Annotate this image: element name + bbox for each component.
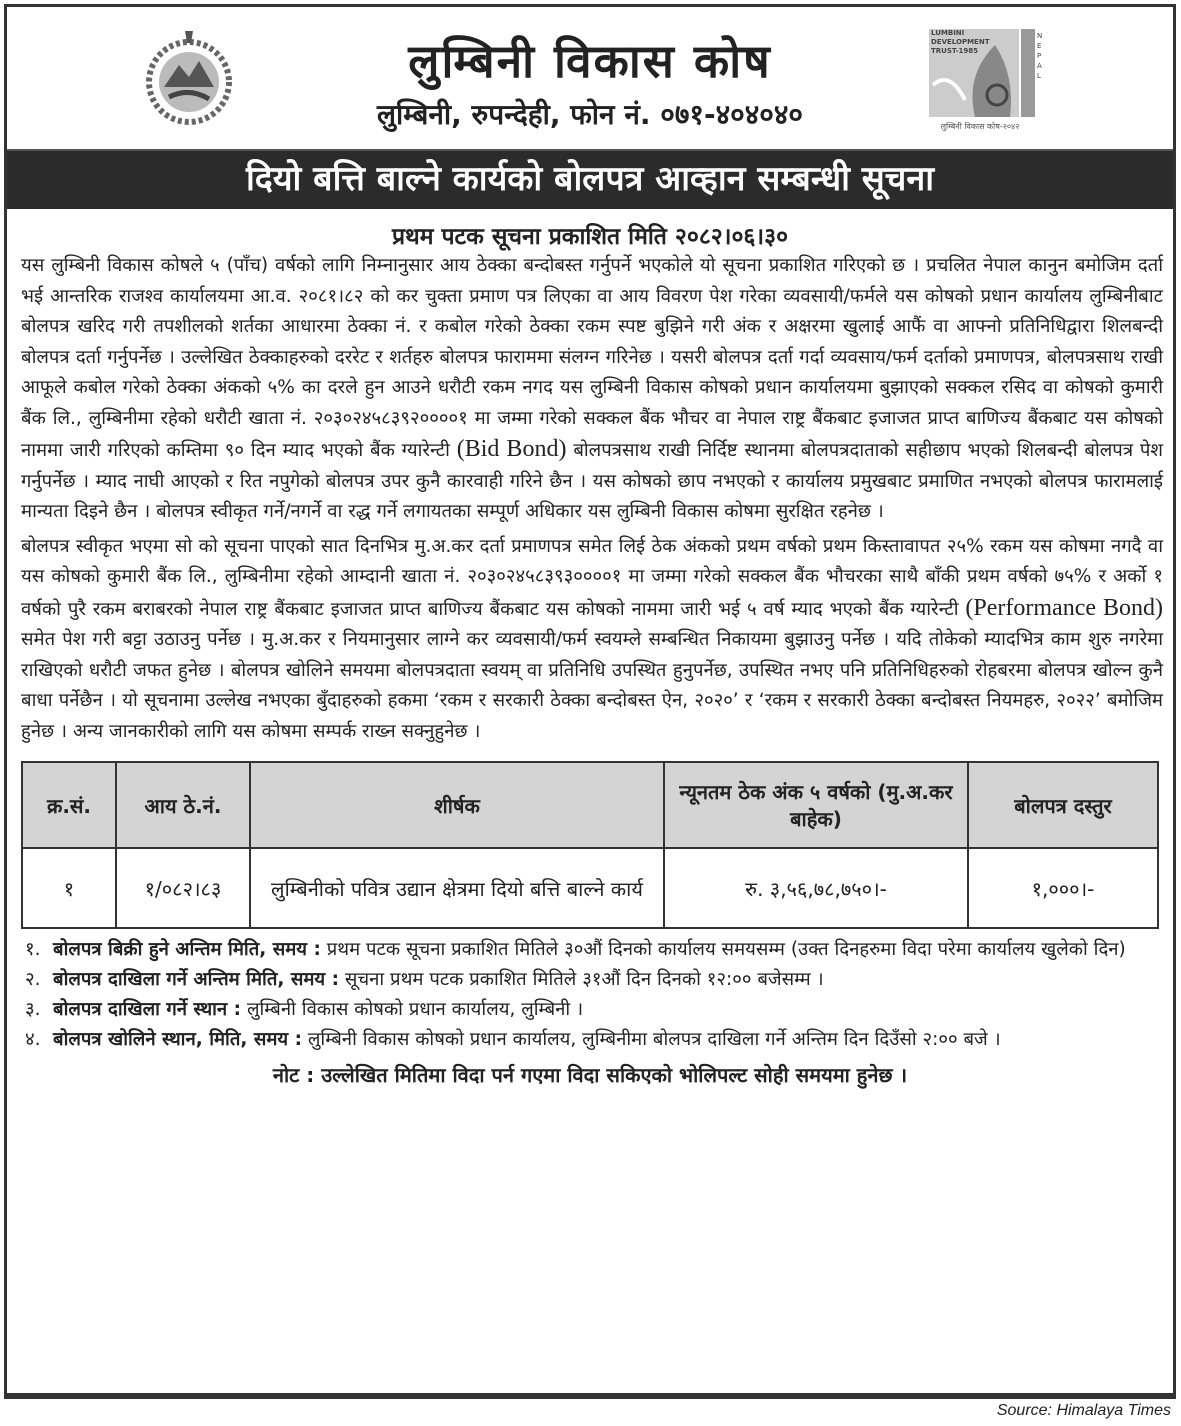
cell-title: लुम्बिनीको पवित्र उद्यान क्षेत्रमा दियो बत्ति बाल्ने कार्य <box>250 848 664 928</box>
list-item <box>25 1025 1163 1055</box>
cell-bid-fee: १,०००।- <box>968 848 1158 928</box>
col-header-bid-fee: बोलपत्र दस्तुर <box>968 762 1158 848</box>
table-header-row <box>22 762 1158 848</box>
performance-bond-term: (Performance Bond) <box>965 594 1163 621</box>
schedule-list <box>25 935 1163 1055</box>
list-item <box>25 965 1163 995</box>
notice-frame <box>4 4 1176 1399</box>
item-number: १. <box>25 939 41 960</box>
paragraph-text: बोलपत्र स्वीकृत भएमा सो को सूचना पाएको सात दिनभित्र मु.अ.कर दर्ता प्रमाणपत्र समेत लिई ठेक अंकको प्रथम वर्षको प्रथम किस्तावापत २५% रकम यस कोषमा नगदै वा यस कोषको कुमारी बैंक लि., लुम्बिनीमा रहेको आम्दानी खाता नं. २०३०२४५८३९३००००१ मा जम्मा गरेको सक्कल बैंक भौचरका साथै बाँकी प्रथम वर्षको ७५% र अर्को १ वर्षको पुरै रकम बराबरको नेपाल राष्ट्र बैंकबाट इजाजत प्राप्त बाणिज्य बैंकबाट यस कोषको नाममा जारी भई ५ वर्ष म्याद भएको बैंक ग्यारेन्टी <box>21 535 1163 620</box>
col-header-contract-no: आय ठे.नं. <box>116 762 250 848</box>
source-credit: Source: Himalaya Times <box>996 1402 1171 1419</box>
paragraph-text: बोलपत्रसाथ राखी निर्दिष्ट स्थानमा बोलपत्रदाताको सहीछाप भएको शिलबन्दी बोलपत्र पेश गर्नुपर्नेछ । म्याद नाघी आएको र रित नपुगेको बोलपत्र उपर कुनै कारवाही गरिने छैन । यस कोषको छाप नभएको र कार्यालय प्रमुखबाट प्रमाणित नभएको बोलपत्र फारामलाई मान्यता दिइने छैन । बोलपत्र स्वीकृत गर्ने/नगर्ने वा रद्ध गर्ने लगायतका सम्पूर्ण अधिकार यस लुम्बिनी विकास कोषमा सुरक्षित रहनेछ । <box>21 440 1163 522</box>
item-text: सूचना प्रथम पटक प्रकाशित मितिले ३१औं दिन दिनको १२:०० बजेसम्म । <box>344 969 824 990</box>
item-label: बोलपत्र दाखिला गर्ने स्थान : <box>53 999 242 1020</box>
list-item <box>25 995 1163 1025</box>
notice-header <box>7 7 1173 151</box>
list-item <box>25 935 1163 965</box>
footnote: नोट : उल्लेखित मितिमा विदा पर्न गएमा विदा सकिएको भोलिपल्ट सोही समयमा हुनेछ । <box>272 1063 908 1087</box>
bid-terms-paragraph <box>21 251 1163 528</box>
col-header-serial: क्र.सं. <box>22 762 116 848</box>
item-number: ४. <box>25 1029 41 1050</box>
bid-bond-term: (Bid Bond) <box>456 436 567 462</box>
cell-min-amount: रु. ३,५६,७८,७५०।- <box>664 848 968 928</box>
trust-logo-caption: लुम्बिनी विकास कोष-२०४२ <box>940 122 1020 131</box>
item-text: लुम्बिनी विकास कोषको प्रधान कार्यालय, लुम्बिनीमा बोलपत्र दाखिला गर्ने अन्तिम दिन दिउँसो २:०० बजे । <box>307 1029 1001 1050</box>
notice-title-banner: दियो बत्ति बाल्ने कार्यको बोलपत्र आव्हान सम्बन्धी सूचना <box>7 151 1173 209</box>
paragraph-text: समेत पेश गरी बट्टा उठाउनु पर्नेछ । मु.अ.कर र नियमानुसार लाग्ने कर व्यवसायी/फर्म स्वयम्ले सम्बन्धित निकायमा बुझाउनु पर्नेछ । यदि तोकेको म्यादभित्र काम शुरु नगरेमा राखिएको धरौटी जफत हुनेछ । बोलपत्र खोलिने समयमा बोलपत्रदाता स्वयम् वा प्रतिनिधि उपस्थित हुनुपर्नेछ, उपस्थित नभए पनि प्रतिनिधिहरुको रोहबरमा बोलपत्र खोल्न कुनै बाधा पर्नेछैन । यो सूचनामा उल्लेख नभएका बुँदाहरुको हकमा ‘रकम र सरकारी ठेक्का बन्दोबस्त ऐन, २०२०’ र ‘रकम र सरकारी ठेक्का बन्दोबस्त नियमहरु, २०२२’ बमोजिम हुनेछ । अन्य जानकारीको लागि यस कोषमा सम्पर्क राख्न सक्नुहुनेछ । <box>21 629 1163 742</box>
lumbini-trust-logo <box>925 25 1047 135</box>
item-label: बोलपत्र खोलिने स्थान, मिति, समय : <box>53 1029 302 1050</box>
contract-table <box>21 761 1159 929</box>
col-header-title: शीर्षक <box>250 762 664 848</box>
item-text: प्रथम पटक सूचना प्रकाशित मितिले ३०औं दिनको कार्यालय समयसम्म (उक्त दिनहरुमा विदा परेमा कार्यालय खुलेको दिन) <box>326 939 1126 960</box>
publication-date-heading: प्रथम पटक सूचना प्रकाशित मिति २०८२।०६।३० <box>391 224 789 250</box>
award-terms-paragraph <box>21 532 1163 748</box>
col-header-min-amount: न्यूनतम ठेक अंक ५ वर्षको (मु.अ.कर बाहेक) <box>664 762 968 848</box>
item-label: बोलपत्र बिक्री हुने अन्तिम मिति, समय : <box>53 939 321 960</box>
item-number: ३. <box>25 999 41 1020</box>
paragraph-text: यस लुम्बिनी विकास कोषले ५ (पाँच) वर्षको लागि निम्नानुसार आय ठेक्का बन्दोबस्त गर्नुपर्ने भएकोले यो सूचना प्रकाशित गरिएको छ । प्रचलित नेपाल कानुन बमोजिम दर्ता भई आन्तरिक राजश्व कार्यालयमा आ.व. २०८१।८२ को कर चुक्ता प्रमाण पत्र लिएका वा आय विवरण पेश गरेका व्यवसायी/फर्मले यस कोषको प्रधान कार्यालय लुम्बिनीबाट बोलपत्र खरिद गरी तपशीलको शर्तका आधारमा ठेक्का नं. र कबोल गरेको ठेक्का रकम स्पष्ट बुझिने गरी अंक र अक्षरमा खुलाई आफैं वा आफ्नो प्रतिनिधिद्वारा शिलबन्दी बोलपत्र दर्ता गर्नुपर्नेछ । उल्लेखित ठेक्काहरुको दररेट र शर्तहरु बोलपत्र फाराममा संलग्न गरिनेछ । यसरी बोलपत्र दर्ता गर्दा व्यवसाय/फर्म दर्ताको प्रमाणपत्र, बोलपत्रसाथ राखी आफूले कबोल गरेको ठेक्का अंकको ५% का दरले हुन आउने धरौटी रकम नगद यस लुम्बिनी विकास कोषको प्रधान कार्यालयमा बुझाएको सक्कल रसिद वा कोषको कुमारी बैंक लि., लुम्बिनीमा रहेको धरौटी खाता नं. २०३०२४५८३९२००००१ मा जम्मा गरेको सक्कल बैंक भौचर वा नेपाल राष्ट्र बैंकबाट इजाजत प्राप्त बाणिज्य बैंकबाट यस कोषको नाममा जारी गरिएको कम्तिमा ९० दिन म्याद भएको बैंक ग्यारेन्टी <box>21 255 1163 461</box>
item-text: लुम्बिनी विकास कोषको प्रधान कार्यालय, लुम्बिनी । <box>246 999 584 1020</box>
organization-address: लुम्बिनी, रुपन्देही, फोन नं. ०७१-४०४०४० <box>377 98 803 131</box>
cell-serial: १ <box>22 848 116 928</box>
item-number: २. <box>25 969 41 990</box>
trust-logo-side: NEPAL <box>1037 32 1043 80</box>
item-label: बोलपत्र दाखिला गर्ने अन्तिम मिति, समय : <box>53 969 339 990</box>
table-row <box>22 848 1158 928</box>
cell-contract-no: १/०८२।८३ <box>116 848 250 928</box>
organization-name: लुम्बिनी विकास कोष <box>408 34 772 88</box>
trust-logo-text: LUMBINI DEVELOPMENT TRUST-1985 <box>931 29 990 55</box>
